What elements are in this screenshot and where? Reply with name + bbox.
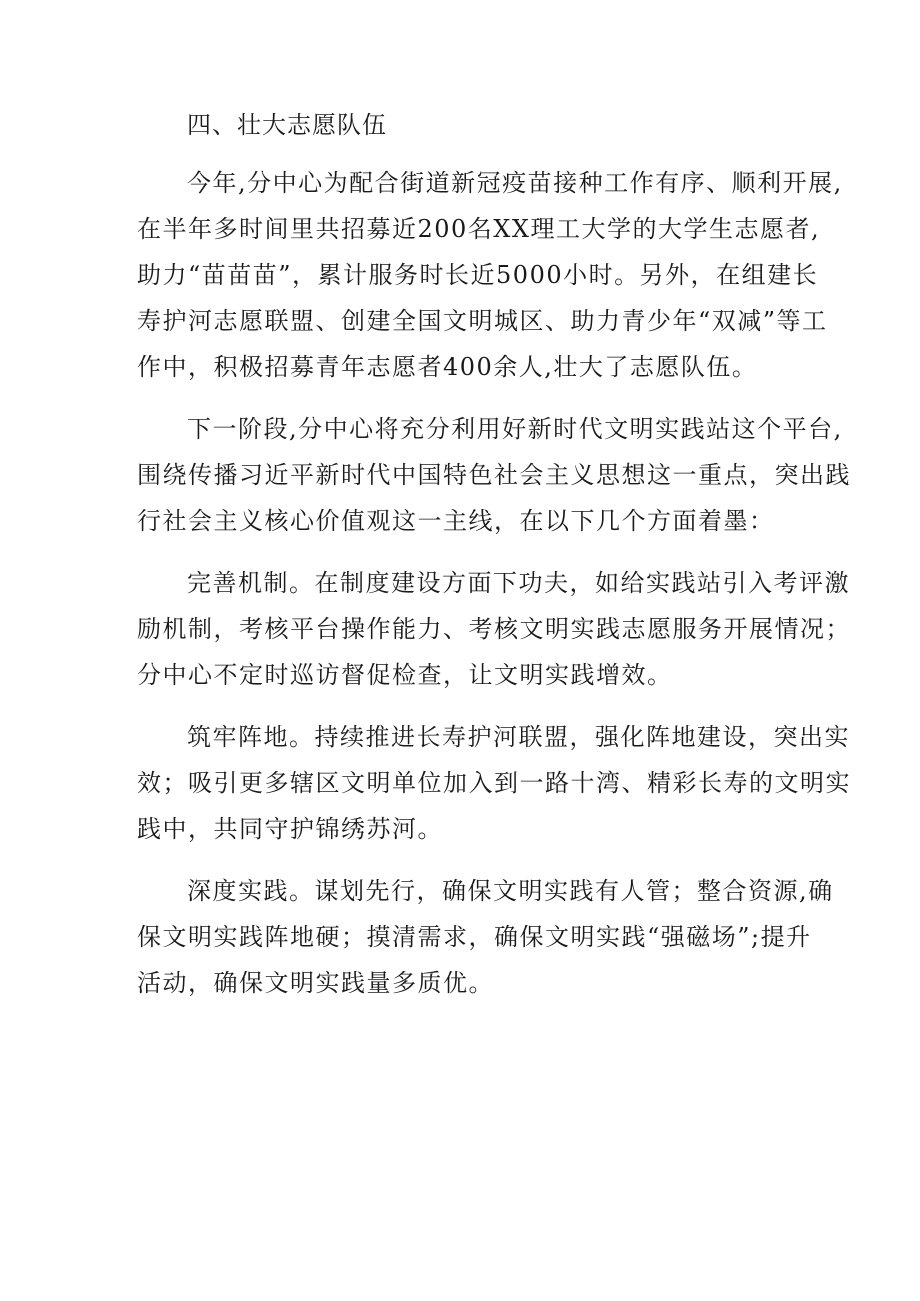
section-heading: 四、壮大志愿队伍 xyxy=(187,111,387,139)
text-line: 深度实践。谋划先行，确保文明实践有人管；整合资源,确 xyxy=(187,877,834,905)
paragraph-next-stage xyxy=(137,406,851,544)
text-line: 践中，共同守护锦绣苏河。 xyxy=(137,815,443,843)
text-line: 保文明实践阵地硬；摸清需求，确保文明实践“强磁场”;提升 xyxy=(137,923,812,951)
text-line: 下一阶段,分中心将充分利用好新时代文明实践站这个平台, xyxy=(187,415,843,443)
text-line: 励机制，考核平台操作能力、考核文明实践志愿服务开展情况； xyxy=(137,615,851,643)
text-line: 分中心不定时巡访督促检查，让文明实践增效。 xyxy=(137,661,673,689)
text-line: 围绕传播习近平新时代中国特色社会主义思想这一重点，突出践 xyxy=(137,461,851,489)
text-line: 行社会主义核心价值观这一主线，在以下几个方面着墨： xyxy=(137,507,775,535)
paragraph-strengthen-base xyxy=(137,714,851,852)
text-line: 寿护河志愿联盟、创建全国文明城区、助力青少年“双减”等工 xyxy=(137,307,828,335)
text-line: 活动，确保文明实践量多质优。 xyxy=(137,969,494,997)
paragraph-volunteer-recruitment xyxy=(137,160,843,390)
document-body xyxy=(137,104,851,1006)
text-line: 完善机制。在制度建设方面下功夫，如给实践站引入考评激 xyxy=(187,569,850,597)
text-line: 今年,分中心为配合街道新冠疫苗接种工作有序、顺利开展, xyxy=(187,169,843,197)
text-line: 筑牢阵地。持续推进长寿护河联盟，强化阵地建设，突出实 xyxy=(187,723,850,751)
paragraph-deep-practice xyxy=(137,868,834,1006)
text-line: 作中，积极招募青年志愿者400余人,壮大了志愿队伍。 xyxy=(137,353,758,381)
text-line: 在半年多时间里共招募近200名XX理工大学的大学生志愿者, xyxy=(137,215,821,243)
text-line: 助力“苗苗苗”，累计服务时长近5000小时。另外，在组建长 xyxy=(137,261,819,289)
text-line: 效；吸引更多辖区文明单位加入到一路十湾、精彩长寿的文明实 xyxy=(137,769,851,797)
paragraph-improve-mechanism xyxy=(137,560,851,698)
